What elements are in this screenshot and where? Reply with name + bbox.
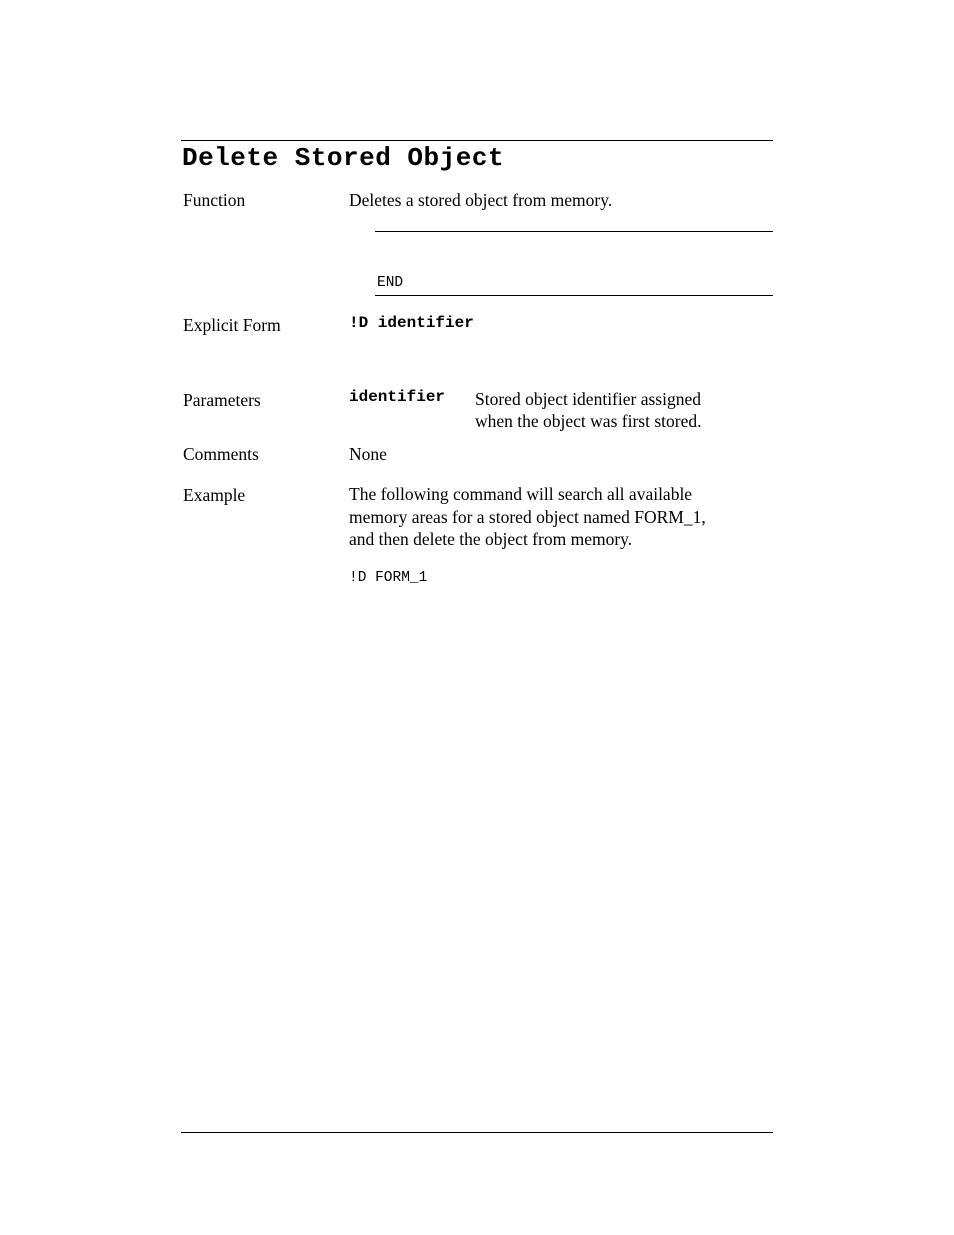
parameters-label: Parameters	[183, 390, 261, 410]
example-line: and then delete the object from memory.	[349, 529, 633, 549]
example-label: Example	[183, 485, 246, 505]
page-title: Delete Stored Object	[182, 143, 505, 173]
example-line: memory areas for a stored object named FORM_1,	[349, 506, 706, 527]
comments-label: Comments	[183, 444, 259, 464]
function-text: Deletes a stored object from memory.	[349, 190, 613, 210]
explicit-form-label: Explicit Form	[183, 315, 281, 335]
syntax-end-text: END	[377, 275, 404, 291]
parameter-name: identifier	[349, 388, 446, 406]
parameter-description-line: when the object was first stored.	[475, 411, 702, 431]
example-line: The following command will search all available	[349, 484, 693, 504]
example-text	[349, 483, 706, 551]
explicit-form-code: !D identifier	[349, 314, 474, 332]
example-code: !D FORM_1	[349, 570, 428, 586]
parameter-description	[475, 388, 775, 432]
top-rule	[181, 140, 773, 141]
function-label: Function	[183, 190, 246, 210]
parameter-description-line: Stored object identifier assigned	[475, 389, 701, 409]
comments-text: None	[349, 444, 387, 464]
bottom-rule	[181, 1132, 773, 1133]
syntax-box	[375, 231, 773, 296]
